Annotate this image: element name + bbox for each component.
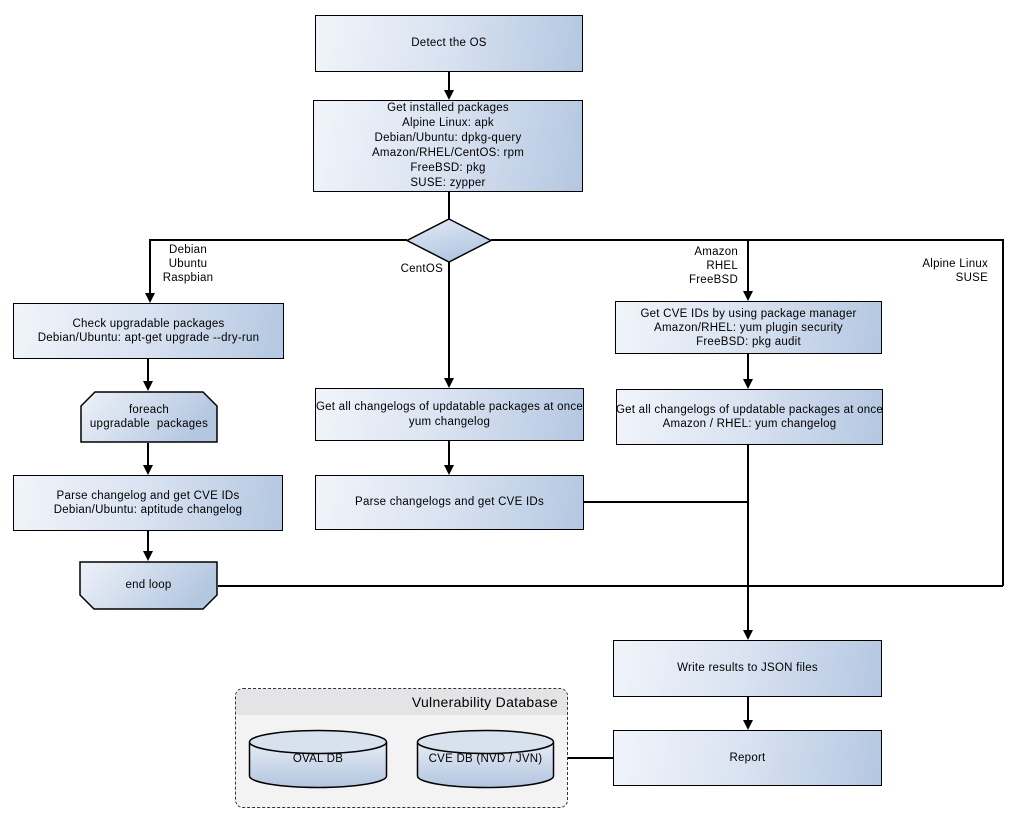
- connector-yum-to-parse: [448, 441, 450, 466]
- branch-label-line: Alpine Linux: [922, 258, 988, 270]
- node-text-line: Get CVE IDs by using package manager: [640, 307, 857, 320]
- cylinder-label-text: OVAL DB: [292, 753, 344, 765]
- node-text-line: Parse changelog and get CVE IDs: [56, 489, 240, 502]
- arrowhead: [143, 465, 153, 475]
- connector-amazon-branch-down: [747, 239, 749, 292]
- node-get-installed-packages: [313, 100, 583, 192]
- node-text-line: Check upgradable packages: [72, 317, 225, 330]
- vulnerability-database-title: Vulnerability Database: [411, 694, 558, 710]
- arrowhead: [145, 293, 155, 303]
- node-write-results: [613, 640, 882, 697]
- connector-centos-branch-down: [448, 262, 450, 379]
- branch-label-line: FreeBSD: [688, 274, 738, 286]
- node-text-line: Amazon / RHEL: yum changelog: [662, 418, 837, 430]
- branch-label-alpine: [896, 257, 988, 285]
- node-get-cve-ids-package-manager: [615, 301, 882, 354]
- node-check-upgradable-packages: [13, 303, 284, 359]
- arrowhead: [743, 291, 753, 301]
- arrowhead: [743, 630, 753, 640]
- arrowhead: [444, 465, 454, 475]
- node-text-line: yum changelog: [408, 415, 491, 428]
- arrowhead: [444, 378, 454, 388]
- arrowhead: [743, 720, 753, 730]
- node-text-line: SUSE: zypper: [410, 177, 486, 189]
- branch-label-debian: [152, 243, 224, 285]
- node-text-line: Debian/Ubuntu: aptitude changelog: [53, 504, 243, 516]
- connector-foreach-to-parse: [147, 443, 149, 466]
- connector-debian-branch-down: [149, 239, 151, 294]
- connector-diamond-left: [150, 239, 407, 241]
- branch-label-line: RHEL: [706, 260, 738, 272]
- connector-endloop-join: [218, 585, 1003, 587]
- node-parse-changelogs-get-cve-ids: [315, 475, 584, 530]
- node-text-line: FreeBSD: pkg audit: [696, 335, 801, 348]
- branch-label-centos: [383, 262, 443, 276]
- connector-write-to-report: [747, 697, 749, 721]
- os-decision-diamond: [406, 218, 492, 263]
- node-text-line: Amazon/RHEL/CentOS: rpm: [371, 147, 525, 159]
- node-text-line: Debian/Ubuntu: dpkg-query: [374, 132, 522, 144]
- arrowhead: [143, 551, 153, 561]
- connector-installed-to-diamond: [448, 192, 450, 219]
- node-foreach-upgradable-packages: [80, 391, 218, 443]
- branch-label-line: CentOS: [400, 263, 443, 275]
- cylinder-label-text: CVE DB (NVD / JVN): [428, 753, 543, 765]
- branch-label-line: Ubuntu: [168, 258, 208, 270]
- node-get-all-changelogs-yum: [315, 388, 584, 441]
- node-text-line: Parse changelogs and get CVE IDs: [355, 496, 544, 509]
- branch-label-amazon: [666, 245, 738, 287]
- node-text-line: Debian/Ubuntu: apt-get upgrade --dry-run: [37, 332, 260, 344]
- node-get-all-changelogs-amazon-rhel: [616, 389, 883, 445]
- vulnerability-database-header: [236, 689, 567, 715]
- arrowhead: [743, 379, 753, 389]
- branch-label-line: Amazon: [694, 246, 738, 258]
- connector-detect-to-installed: [448, 72, 450, 91]
- node-text-line: Get installed packages: [387, 102, 509, 114]
- node-text-line: foreach: [128, 403, 170, 416]
- connector-parse-centos-join: [584, 501, 748, 503]
- node-text-line: Detect the OS: [411, 37, 487, 50]
- node-text-line: FreeBSD: pkg: [410, 162, 486, 174]
- node-report: [613, 730, 882, 786]
- cve-db-label: [416, 753, 555, 765]
- node-parse-changelog-get-cve-ids: [13, 475, 283, 531]
- node-text-line: Alpine Linux: apk: [402, 117, 494, 129]
- connector-check-to-foreach: [147, 359, 149, 382]
- arrowhead: [444, 90, 454, 100]
- node-end-loop: [79, 561, 218, 610]
- node-detect-os: [315, 15, 583, 72]
- arrowhead: [143, 381, 153, 391]
- node-text-line: Write results to JSON files: [677, 662, 818, 675]
- connector-cveids-to-changelogs: [747, 354, 749, 380]
- connector-db-to-report: [568, 757, 613, 759]
- connector-parse-to-endloop: [147, 531, 149, 552]
- node-text-line: Get all changelogs of updatable packages at once: [615, 403, 884, 416]
- node-text-line: upgradable packages: [89, 418, 209, 430]
- branch-label-line: SUSE: [955, 272, 988, 284]
- node-text-line: Report: [729, 751, 766, 764]
- node-text-line: Get all changelogs of updatable packages at once: [315, 401, 584, 413]
- node-text-line: end loop: [125, 579, 172, 592]
- oval-db-label: [248, 753, 388, 765]
- branch-label-line: Raspbian: [162, 272, 214, 284]
- node-text-line: Amazon/RHEL: yum plugin security: [654, 321, 843, 334]
- connector-right-to-write-results: [747, 445, 749, 631]
- connector-alpine-branch-down: [1002, 239, 1004, 586]
- branch-label-line: Debian: [169, 244, 207, 256]
